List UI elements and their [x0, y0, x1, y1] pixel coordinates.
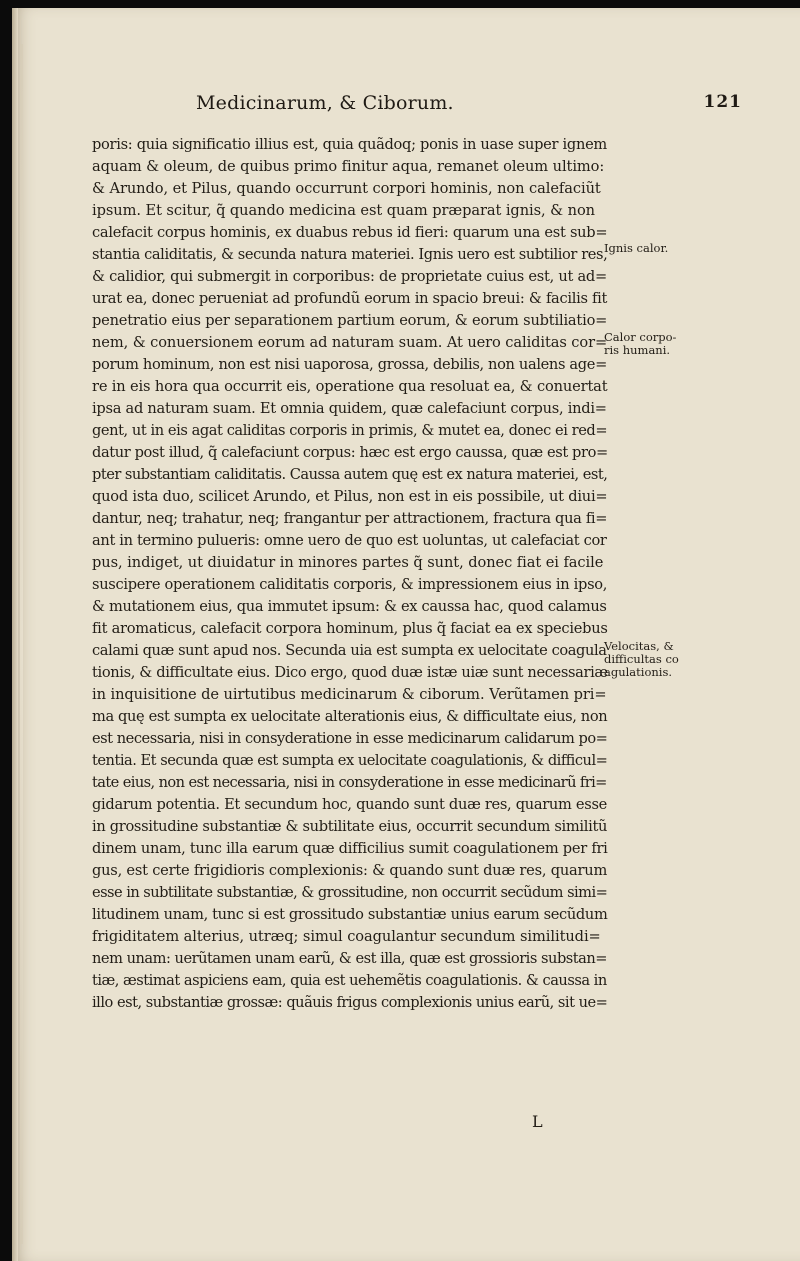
text-line: ipsum. Et scitur, q̃ quando medicina est quam præparat ignis, & non [92, 202, 596, 219]
page-number: 121 [703, 92, 742, 112]
text-line: tentia. Et secunda quæ est sumpta ex uelocitate coagulationis, & difficul= [92, 752, 608, 769]
marginal-note-line: ris humani. [604, 343, 671, 357]
marginal-note-line: Calor corpo- [604, 330, 677, 344]
text-line: pus, indiget, ut diuidatur in minores partes q̃ sunt, donec fiat ei facile [92, 554, 604, 571]
text-line: calefacit corpus hominis, ex duabus rebus id fieri: quarum una est sub= [92, 224, 608, 241]
text-line: illo est, substantiæ grossæ: quãuis frigus complexionis unius earũ, sit ue= [92, 994, 608, 1011]
marginal-note-calor [604, 331, 676, 357]
running-head [182, 92, 742, 118]
marginal-note-line: difficultas co [604, 652, 679, 666]
body-text-block [92, 134, 612, 1014]
text-line: datur post illud, q̃ calefaciunt corpus: hæc est ergo caussa, quæ est pro= [92, 444, 608, 461]
text-line: stantia caliditatis, & secunda natura materiei. Ignis uero est subtilior res, [92, 246, 608, 263]
text-line: calami quæ sunt apud nos. Secunda uia est sumpta ex uelocitate coagula [92, 642, 607, 659]
marginal-note-velocitas [604, 640, 679, 679]
page-binding-edge [20, 44, 23, 1244]
page-gutter-shadow [12, 8, 18, 1261]
text-line: tionis, & difficultate eius. Dico ergo, quod duæ istæ uiæ sunt necessariæ [92, 664, 608, 681]
text-line: gus, est certe frigidioris complexionis: & quando sunt duæ res, quarum [92, 862, 608, 879]
marginal-note-line: Velocitas, & [604, 639, 674, 653]
text-line: fit aromaticus, calefacit corpora hominum, plus q̃ faciat ea ex speciebus [92, 620, 608, 637]
marginal-note-line: Ignis calor. [604, 241, 669, 255]
text-line: suscipere operationem caliditatis corporis, & impressionem eius in ipso, [92, 576, 608, 593]
running-title: Medicinarum, & Ciborum. [196, 92, 454, 114]
text-line: tiæ, æstimat aspiciens eam, quia est uehemẽtis coagulationis. & caussa in [92, 972, 607, 989]
text-line: nem unam: uerũtamen unam earũ, & est illa, quæ est grossioris substan= [92, 950, 608, 967]
text-line: poris: quia significatio illius est, quia quãdoq; ponis in uase super ignem [92, 136, 607, 153]
text-line: gent, ut in eis agat caliditas corporis in primis, & mutet ea, donec ei red= [92, 422, 608, 439]
book-page [12, 8, 800, 1261]
marginal-note-ignis [604, 242, 668, 255]
text-line: gidarum potentia. Et secundum hoc, quando sunt duæ res, quarum esse [92, 796, 607, 813]
text-line: in grossitudine substantiæ & subtilitate eius, occurrit secundum similitũ [92, 818, 608, 835]
text-line: dinem unam, tunc illa earum quæ difficilius sumit coagulationem per fri [92, 840, 608, 857]
text-line: est necessaria, nisi in consyderatione in esse medicinarum calidarum po= [92, 730, 608, 747]
text-line: penetratio eius per separationem partium eorum, & eorum subtiliatio= [92, 312, 608, 329]
text-line: porum hominum, non est nisi uaporosa, grossa, debilis, non ualens age= [92, 356, 607, 373]
text-line: frigiditatem alterius, utræq; simul coagulantur secundum similitudi= [92, 928, 601, 945]
signature-mark: L [532, 1112, 543, 1131]
text-line: pter substantiam caliditatis. Caussa autem quę est ex natura materiei, est, [92, 466, 608, 483]
marginal-note-line: agulationis. [604, 665, 673, 679]
text-line: in inquisitione de uirtutibus medicinarum & ciborum. Verũtamen pri= [92, 686, 607, 703]
text-line: ma quę est sumpta ex uelocitate alterationis eius, & difficultate eius, non [92, 708, 608, 725]
text-line: aquam & oleum, de quibus primo finitur aqua, remanet oleum ultimo: [92, 158, 605, 175]
text-line: & Arundo, et Pilus, quando occurrunt corpori hominis, non calefaciũt [92, 180, 601, 197]
text-line: & calidior, qui submergit in corporibus: de proprietate cuius est, ut ad= [92, 268, 607, 285]
text-line: tate eius, non est necessaria, nisi in consyderatione in esse medicinarũ fri= [92, 774, 607, 791]
text-line: urat ea, donec perueniat ad profundũ eorum in spacio breui: & facilis fit [92, 290, 608, 307]
text-line: esse in subtilitate substantiæ, & grossitudine, non occurrit secũdum simi= [92, 884, 608, 901]
text-line: ipsa ad naturam suam. Et omnia quidem, quæ calefaciunt corpus, indi= [92, 400, 607, 417]
text-line: nem, & conuersionem eorum ad naturam suam. At uero caliditas cor= [92, 334, 608, 351]
text-line: re in eis hora qua occurrit eis, operatione qua resoluat ea, & conuertat [92, 378, 608, 395]
text-line: & mutationem eius, qua immutet ipsum: & ex caussa hac, quod calamus [92, 598, 607, 615]
text-line: litudinem unam, tunc si est grossitudo substantiæ unius earum secũdum [92, 906, 608, 923]
text-line: ant in termino pulueris: omne uero de quo est uoluntas, ut calefaciat cor [92, 532, 607, 549]
text-line: dantur, neq; trahatur, neq; frangantur per attractionem, fractura qua fi= [92, 510, 608, 527]
text-line: quod ista duo, scilicet Arundo, et Pilus, non est in eis possibile, ut diui= [92, 488, 608, 505]
